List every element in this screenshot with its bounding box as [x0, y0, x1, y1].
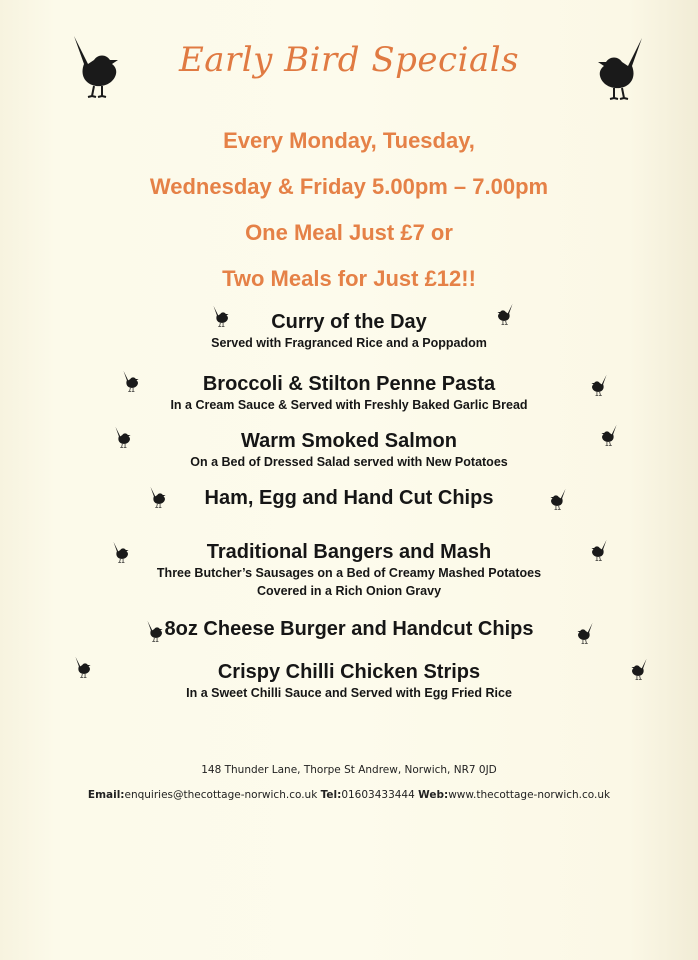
- bird-icon: [492, 303, 518, 325]
- promo-days-line: Every Monday, Tuesday,: [223, 128, 475, 153]
- contact-line: [0, 789, 698, 801]
- email-label: Email:: [87, 789, 125, 801]
- email-link[interactable]: enquiries@thecottage-norwich.co.uk: [124, 789, 318, 801]
- address: 148 Thunder Lane, Thorpe St Andrew, Norwich, NR7 0JD: [201, 764, 497, 776]
- menu-item: [0, 660, 698, 702]
- menu-item-description-line2: Covered in a Rich Onion Gravy: [256, 584, 442, 598]
- phone-number[interactable]: 01603433444: [341, 789, 415, 801]
- bird-icon: [208, 305, 234, 327]
- bird-icon: [108, 541, 134, 563]
- menu-item-description: Three Butcher’s Sausages on a Bed of Creamy Mashed Potatoes: [156, 566, 542, 580]
- bird-icon: [572, 622, 598, 644]
- menu-item-name: Warm Smoked Salmon: [241, 430, 457, 452]
- menu-item-name: Curry of the Day: [271, 311, 427, 333]
- bird-icon: [70, 656, 96, 678]
- menu-item-name: Crispy Chilli Chicken Strips: [217, 661, 481, 683]
- menu-item: [0, 310, 698, 352]
- page-title: Early Bird Specials: [178, 40, 520, 80]
- bird-icon: [596, 424, 622, 446]
- menu-item-description: On a Bed of Dressed Salad served with New Potatoes: [190, 455, 508, 469]
- bird-icon: [626, 658, 652, 680]
- bird-icon: [145, 486, 171, 508]
- menu-item: [0, 486, 698, 510]
- tel-label: Tel:: [320, 789, 342, 801]
- promo-double-price: Two Meals for Just £12!!: [222, 266, 476, 291]
- bird-icon: [142, 620, 168, 642]
- menu-item-description: Served with Fragranced Rice and a Poppadom: [211, 336, 487, 350]
- menu-item-description: In a Sweet Chilli Sauce and Served with Egg Fried Rice: [186, 686, 512, 700]
- promo-single-price: One Meal Just £7 or: [245, 220, 453, 245]
- menu-item-name: Traditional Bangers and Mash: [206, 541, 492, 563]
- menu-item-description: In a Cream Sauce & Served with Freshly Baked Garlic Bread: [170, 398, 528, 412]
- bird-icon: [545, 488, 571, 510]
- menu-item-name: 8oz Cheese Burger and Handcut Chips: [164, 618, 534, 640]
- bird-icon: [110, 426, 136, 448]
- promo-time-line: Wednesday & Friday 5.00pm – 7.00pm: [149, 174, 549, 199]
- bird-icon: [586, 374, 612, 396]
- bird-icon: [118, 370, 144, 392]
- menu-item-name: Broccoli & Stilton Penne Pasta: [202, 373, 496, 395]
- web-label: Web:: [418, 789, 449, 801]
- menu-item-name: Ham, Egg and Hand Cut Chips: [204, 487, 494, 509]
- menu-item: [0, 429, 698, 471]
- bird-icon: [586, 539, 612, 561]
- website-link[interactable]: www.thecottage-norwich.co.uk: [448, 789, 611, 801]
